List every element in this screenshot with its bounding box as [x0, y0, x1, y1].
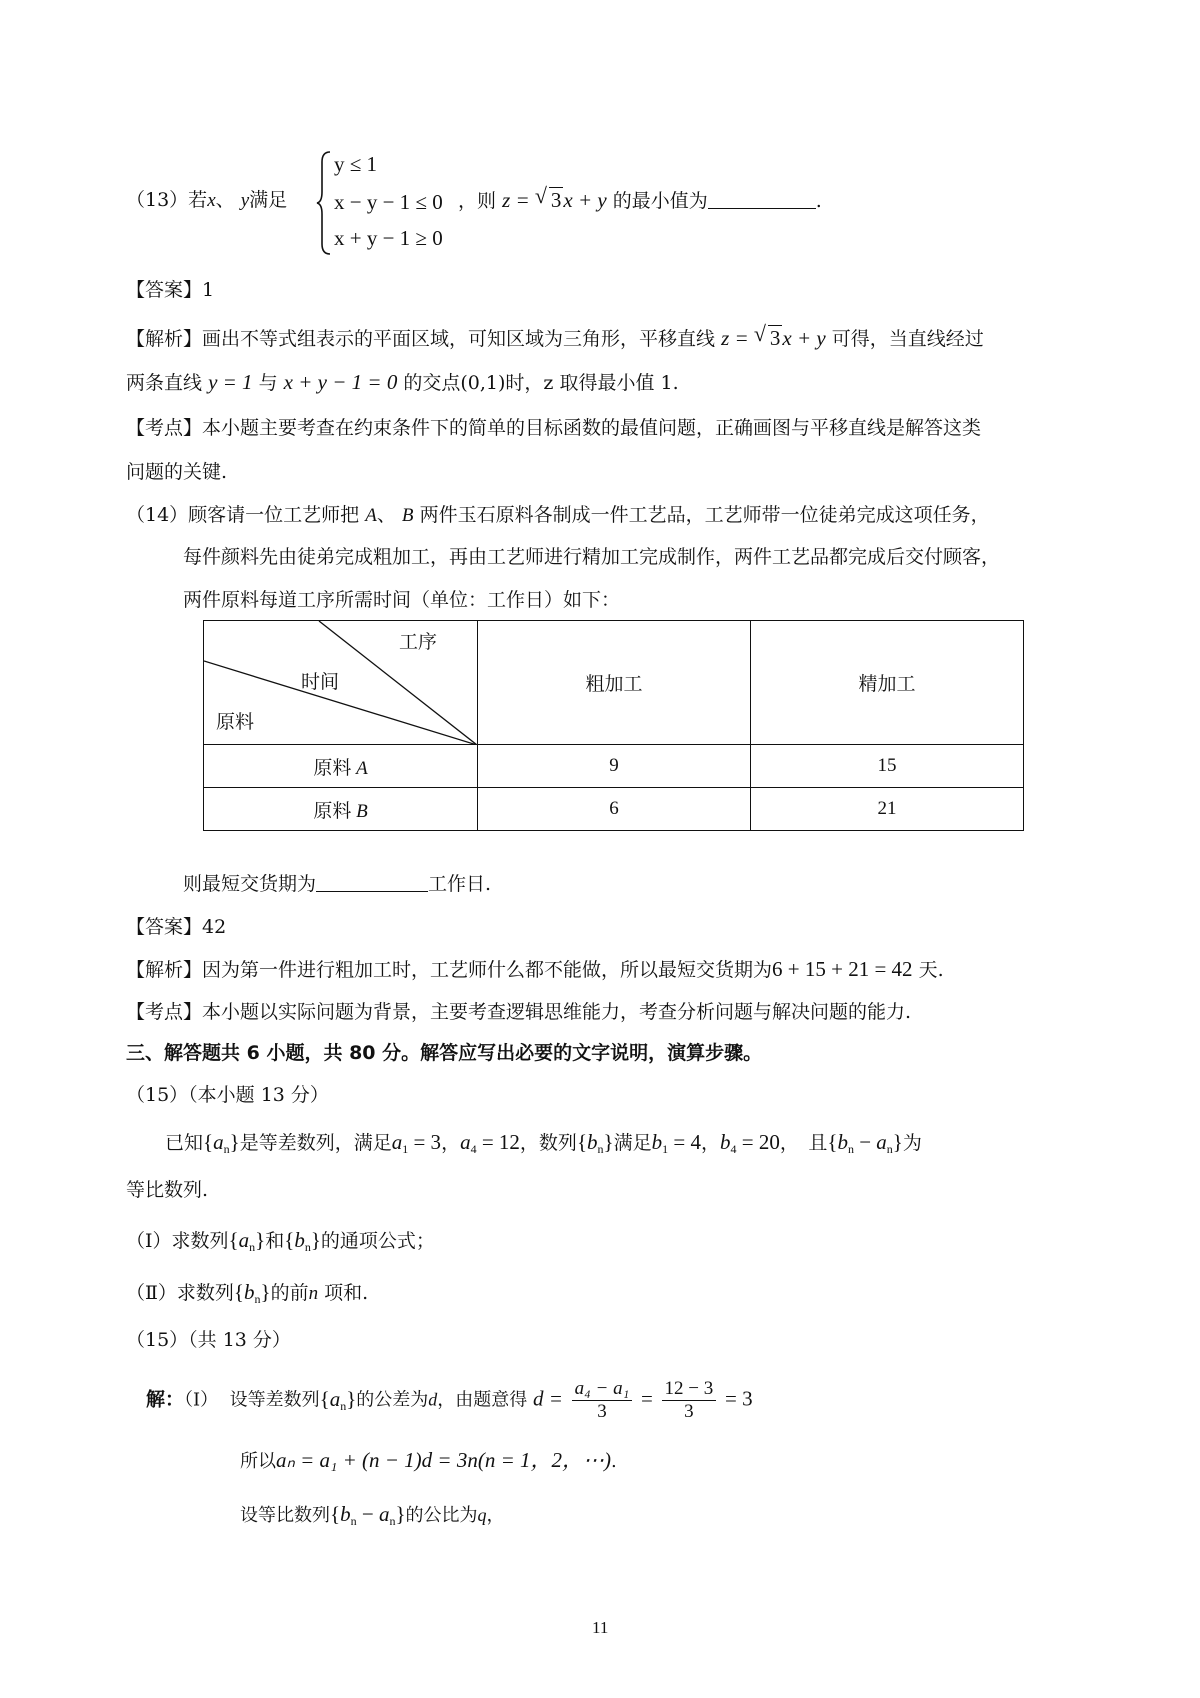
point-14: 【考点】本小题以实际问题为背景，主要考查逻辑思维能力，考查分析问题与解决问题的能力.	[126, 1001, 912, 1023]
table-corner-cell	[204, 621, 478, 745]
table-row	[204, 745, 1024, 788]
constraint-3: x + y − 1 ≥ 0	[334, 226, 443, 250]
row-label: 原料 B	[204, 788, 478, 831]
table-cell: 9	[478, 745, 751, 788]
q15-stem-line2: 等比数列.	[126, 1179, 209, 1201]
table-cell: 6	[478, 788, 751, 831]
analysis-13-line1: 【解析】画出不等式组表示的平面区域，可知区域为三角形，平移直线 z = √ 3x + y 可得，当直线经过	[126, 321, 984, 350]
corner-label-process: 工序	[399, 632, 438, 653]
q15-stem-line1: 已知$\{a_n\}$是等差数列，满足$a_1 = 3$，$a_4 = 12$，数列$\{b_n\}$满足$b_1 = 4$，$b_4 = 20$， 且$\{b_n - a_n\}$为	[165, 1130, 922, 1156]
solution-line1: 解：（Ⅰ） 设等差数列$\{a_n\}$的公差为d，由题意得 d = $\frac{\text{a₄ − a₁}}{3}$ = $\frac{12 - 3}{3}$ = 3	[146, 1378, 753, 1422]
q15-solution-label: （15）（共 13 分）	[126, 1329, 291, 1351]
row-label: 原料 A	[204, 745, 478, 788]
answer-blank	[316, 873, 428, 892]
q14-line3: 两件原料每道工序所需时间（单位：工作日）如下：	[183, 589, 621, 611]
q15-part2: （Ⅱ）求数列$\{b_n\}$的前n 项和.	[126, 1280, 369, 1306]
point-13-line2: 问题的关键.	[126, 461, 228, 483]
q15-label: （15）（本小题 13 分）	[126, 1084, 329, 1106]
corner-label-material: 原料	[216, 712, 255, 733]
answer-13: 【答案】1	[126, 279, 215, 301]
q15-part1: （Ⅰ）求数列$\{a_n\}$和$\{b_n\}$的通项公式；	[126, 1228, 435, 1254]
solution-line2: 所以aₙ = a₁ + (n − 1)d = 3n(n = 1，2，⋯).	[240, 1448, 617, 1472]
fraction: $\frac{\text{a₄ − a₁}}{3}$	[572, 1378, 633, 1423]
table-row	[204, 788, 1024, 831]
process-time-table	[203, 620, 1024, 831]
constraint-1: y ≤ 1	[334, 152, 378, 176]
table-header-rough: 粗加工	[478, 621, 751, 745]
analysis-14: 【解析】因为第一件进行粗加工时，工艺师什么都不能做，所以最短交货期为6 + 15 + 21 = 42 天.	[126, 957, 944, 981]
point-13-line1: 【考点】本小题主要考查在约束条件下的简单的目标函数的最值问题，正确画图与平移直线是解答这类	[126, 417, 982, 439]
sqrt-symbol: √ 3	[534, 183, 562, 212]
corner-label-time: 时间	[301, 672, 340, 693]
page-number: 11	[592, 1618, 609, 1637]
constraint-2: x − y − 1 ≤ 0	[334, 190, 443, 214]
answer-14: 【答案】42	[126, 916, 227, 938]
answer-blank	[708, 190, 816, 209]
table-cell: 21	[751, 788, 1024, 831]
analysis-13-line2: 两条直线 y = 1 与 x + y − 1 = 0 的交点(0,1)时，z 取得最小值 1.	[126, 370, 679, 394]
table-cell: 15	[751, 745, 1024, 788]
q14-line1: （14）顾客请一位工艺师把 A、 B 两件玉石原料各制成一件工艺品，工艺师带一位徒弟完成这项任务，	[126, 504, 990, 526]
solution-line3: 设等比数列$\{b_n - a_n\}$的公比为q，	[240, 1502, 505, 1528]
fraction: $\frac{12 - 3}{3}$	[662, 1378, 717, 1423]
q14-line2: 每件颜料先由徒弟完成粗加工，再由工艺师进行精加工完成制作，两件工艺品都完成后交付顾客，	[183, 546, 1001, 568]
section-heading: 三、解答题共 6 小题，共 80 分。解答应写出必要的文字说明，演算步骤。	[126, 1042, 763, 1064]
q13-stem: （13）若x、 y满足	[126, 189, 288, 211]
q14-ask: 则最短交货期为 工作日.	[183, 873, 492, 895]
sqrt-symbol: √ 3	[753, 321, 781, 350]
system-brace	[316, 150, 332, 256]
q13-objective: ，则 z = √ 3x + y 的最小值为 .	[458, 183, 822, 212]
table-header-fine: 精加工	[751, 621, 1024, 745]
